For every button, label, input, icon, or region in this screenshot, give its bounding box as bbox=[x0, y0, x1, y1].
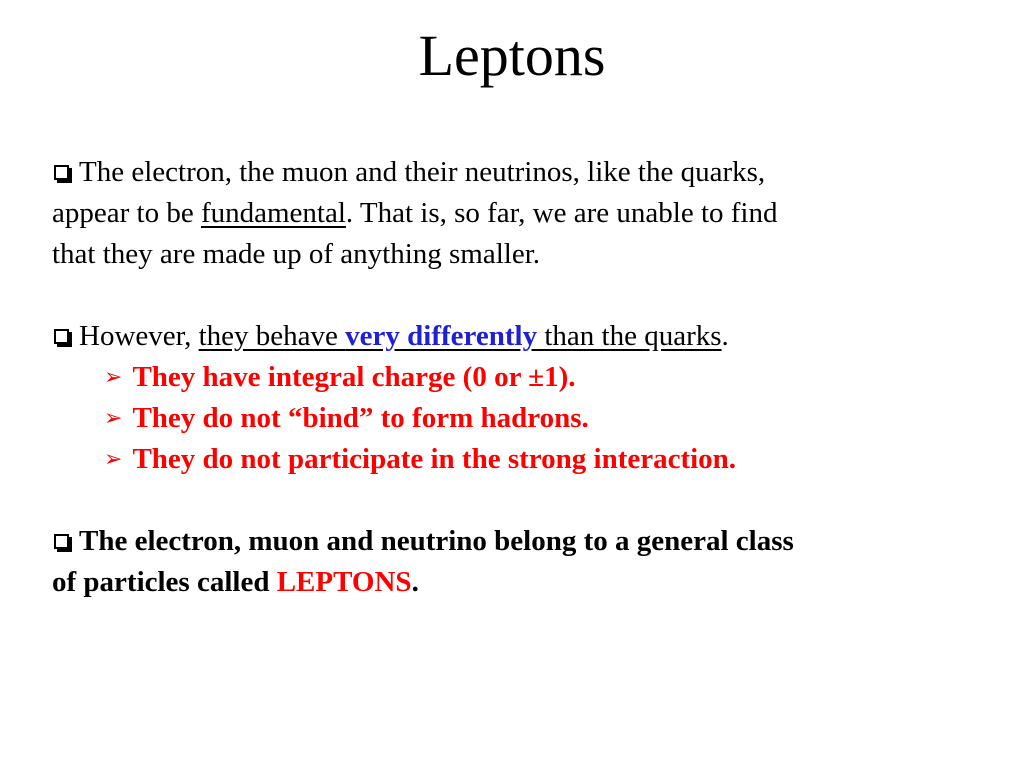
bullet-text: However, bbox=[79, 320, 199, 352]
sub-bullet-charge bbox=[52, 357, 972, 398]
underlined-phrase bbox=[199, 320, 722, 352]
highlight-leptons: LEPTONS bbox=[276, 566, 412, 598]
bullet-text: The electron, muon and neutrino belong to a general class bbox=[79, 525, 794, 557]
spacer bbox=[52, 275, 972, 316]
underlined-term: fundamental bbox=[200, 197, 346, 229]
sub-bullet-text: They do not “bind” to form hadrons. bbox=[132, 402, 589, 434]
bullet-text: . bbox=[721, 320, 729, 352]
underlined-text: they behave bbox=[198, 320, 346, 352]
bullet-text: that they are made up of anything smaller. bbox=[52, 238, 541, 270]
bullet-fundamental bbox=[52, 152, 972, 275]
square-bullet-icon bbox=[54, 329, 69, 344]
bullet-leptons bbox=[52, 521, 972, 603]
sub-bullet-text: They have integral charge (0 or ±1). bbox=[132, 361, 576, 393]
slide-content bbox=[52, 152, 972, 603]
square-bullet-icon bbox=[54, 165, 69, 180]
bullet-text: appear to be bbox=[52, 197, 201, 229]
bullet-text: The electron, the muon and their neutrinos, like the quarks, bbox=[79, 156, 766, 188]
sub-bullet-strong bbox=[52, 439, 972, 480]
highlight-very-differently: very differently bbox=[345, 320, 538, 352]
sub-bullet-text: They do not participate in the strong interaction. bbox=[132, 443, 737, 475]
arrow-bullet-icon: ➢ bbox=[104, 447, 123, 472]
arrow-bullet-icon: ➢ bbox=[104, 406, 123, 431]
arrow-bullet-icon: ➢ bbox=[104, 365, 123, 390]
slide-title: Leptons bbox=[418, 23, 606, 88]
underlined-text: than the quarks bbox=[537, 320, 722, 352]
bullet-text: . That is, so far, we are unable to find bbox=[345, 197, 778, 229]
bullet-text: . bbox=[411, 566, 419, 598]
sub-bullet-bind bbox=[52, 398, 972, 439]
spacer bbox=[52, 480, 972, 521]
bullet-behave bbox=[52, 316, 972, 357]
square-bullet-icon bbox=[54, 534, 69, 549]
bullet-text: of particles called bbox=[52, 566, 277, 598]
